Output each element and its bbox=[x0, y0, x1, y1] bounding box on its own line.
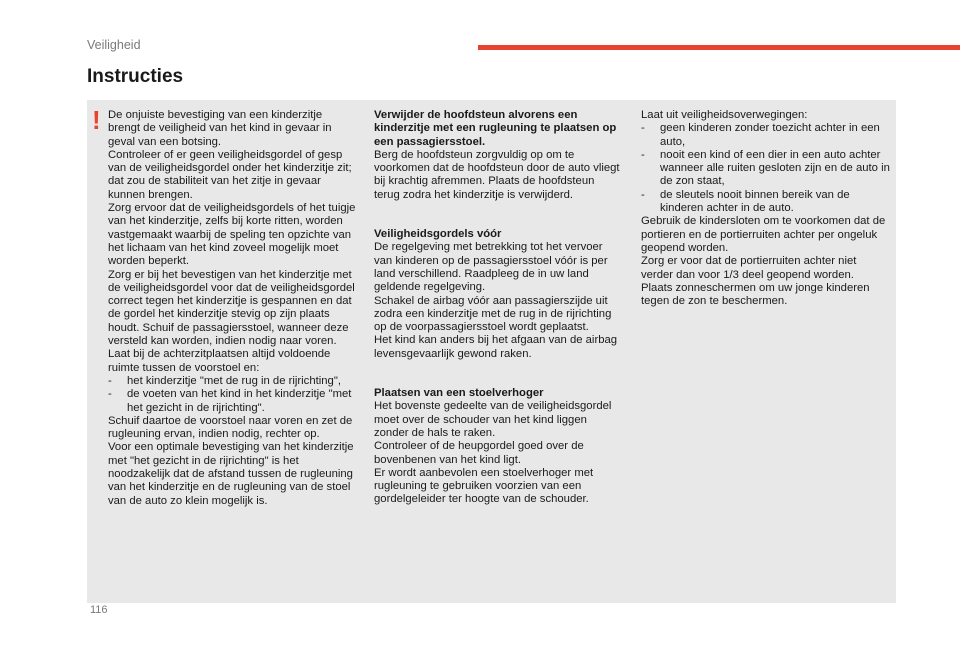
spacer bbox=[374, 202, 622, 228]
paragraph: Controleer of er geen veiligheidsgordel of gesp van de veiligheidsgordel onder het kinderzitje zit; dat zou de stabiliteit van het zitje in gevaar kunnen brengen. bbox=[108, 148, 352, 201]
list-item bbox=[641, 149, 891, 189]
list-item-text: nooit een kind of een dier in een auto achter wanneer alle ruiten gesloten zijn en de auto in de zon staat, bbox=[660, 148, 890, 188]
paragraph: Het kind kan anders bij het afgaan van de airbag levensgevaarlijk gewond raken. bbox=[374, 334, 618, 360]
section-label: Veiligheid bbox=[87, 38, 141, 52]
list-dash: - bbox=[108, 374, 112, 387]
paragraph: Laat bij de achterzitplaatsen altijd voldoende ruimte tussen de voorstoel en: bbox=[108, 348, 331, 374]
column-headrest-belts bbox=[374, 109, 622, 507]
section-heading: Plaatsen van een stoelverhoger bbox=[374, 387, 544, 400]
list-item-text: de sleutels nooit binnen bereik van de kinderen achter in de auto. bbox=[660, 188, 850, 215]
page-number: 116 bbox=[90, 604, 108, 616]
paragraph: Schuif daartoe de voorstoel naar voren en zet de rugleuning ervan, indien nodig, rechter op. bbox=[108, 414, 353, 441]
paragraph: Schakel de airbag vóór aan passagierszijde uit zodra een kinderzitje met de rug in de rijrichting op de voorpassagiersstoel wordt geplaatst. bbox=[374, 294, 612, 334]
column-safety-tips bbox=[641, 109, 891, 308]
list-item-text: de voeten van het kind in het kinderzitje "met het gezicht in de rijrichting". bbox=[127, 388, 352, 414]
list-item-text: geen kinderen zonder toezicht achter in een auto, bbox=[660, 122, 880, 148]
exclamation-icon: ! bbox=[92, 105, 101, 135]
paragraph: Plaats zonneschermen om uw jonge kinderen tegen de zon te beschermen. bbox=[641, 281, 870, 308]
paragraph: De regelgeving met betrekking tot het vervoer van kinderen op de passagiersstoel vóór is per land verschillend. Raadpleeg de in uw land geldende regelgeving. bbox=[374, 241, 608, 294]
paragraph: Er wordt aanbevolen een stoelverhoger met rugleuning te gebruiken voorzien van een gordelgeleider ter hoogte van de schouder. bbox=[374, 466, 594, 506]
paragraph: Voor een optimale bevestiging van het kinderzitje met "het gezicht in de rijrichting" is het noodzakelijk dat de afstand tussen de rugleuning van het kinderzitje en de rugleuning van de stoel van de auto zo klein mogelijk is. bbox=[108, 441, 354, 507]
section-heading: Veiligheidsgordels vóór bbox=[374, 228, 502, 241]
paragraph: Controleer of de heupgordel goed over de bovenbenen van het kind ligt. bbox=[374, 440, 584, 466]
paragraph: Gebruik de kindersloten om te voorkomen dat de portieren en de portierruiten achter per ongeluk geopend worden. bbox=[641, 215, 886, 254]
column-warning bbox=[108, 109, 356, 508]
bold-instruction: Verwijder de hoofdsteun alvorens een kinderzitje met een rugleuning te plaatsen op een passagiersstoel. bbox=[374, 109, 617, 148]
paragraph: Laat uit veiligheidsoverwegingen: bbox=[641, 109, 808, 121]
list-item bbox=[108, 388, 356, 415]
paragraph: Zorg ervoor dat de veiligheidsgordels of het tuigje van het kinderzitje, zelfs bij korte ritten, worden vastgemaakt waarbij de speling ten opzichte van het lichaam van het kind zoveel mogelijk moet worden beperkt. bbox=[108, 202, 356, 268]
list-dash: - bbox=[641, 148, 645, 161]
paragraph: Het bovenste gedeelte van de veiligheidsgordel moet over de schouder van het kind liggen zonder de hals te raken. bbox=[374, 400, 612, 439]
list-item bbox=[108, 375, 356, 388]
header-accent-bar bbox=[478, 45, 960, 50]
spacer bbox=[374, 361, 622, 387]
list-dash: - bbox=[641, 188, 645, 201]
paragraph: Zorg er voor dat de portierruiten achter niet verder dan voor 1/3 deel geopend worden. bbox=[641, 255, 857, 281]
page-title: Instructies bbox=[87, 66, 184, 87]
list-dash: - bbox=[108, 388, 112, 401]
paragraph: Zorg er bij het bevestigen van het kinderzitje met de veiligheidsgordel voor dat de veiligheidsgordel correct tegen het kinderzitje is gespannen en dat de gordel het kinderzitje stevig op zijn plaats houdt. Schuif de passagiersstoel, wanneer deze versteld kan worden, indien nodig naar voren. bbox=[108, 268, 355, 348]
paragraph: De onjuiste bevestiging van een kinderzitje brengt de veiligheid van het kind in gevaar in geval van een botsing. bbox=[108, 109, 332, 148]
list-item-text: het kinderzitje "met de rug in de rijrichting", bbox=[127, 374, 341, 387]
list-item bbox=[641, 122, 891, 149]
list-dash: - bbox=[641, 122, 645, 135]
paragraph: Berg de hoofdsteun zorgvuldig op om te voorkomen dat de hoofdsteun door de auto vliegt bij krachtig afremmen. Plaats de hoofdsteun terug zodra het kinderzitje is verwijderd. bbox=[374, 148, 620, 201]
list-item bbox=[641, 189, 891, 216]
